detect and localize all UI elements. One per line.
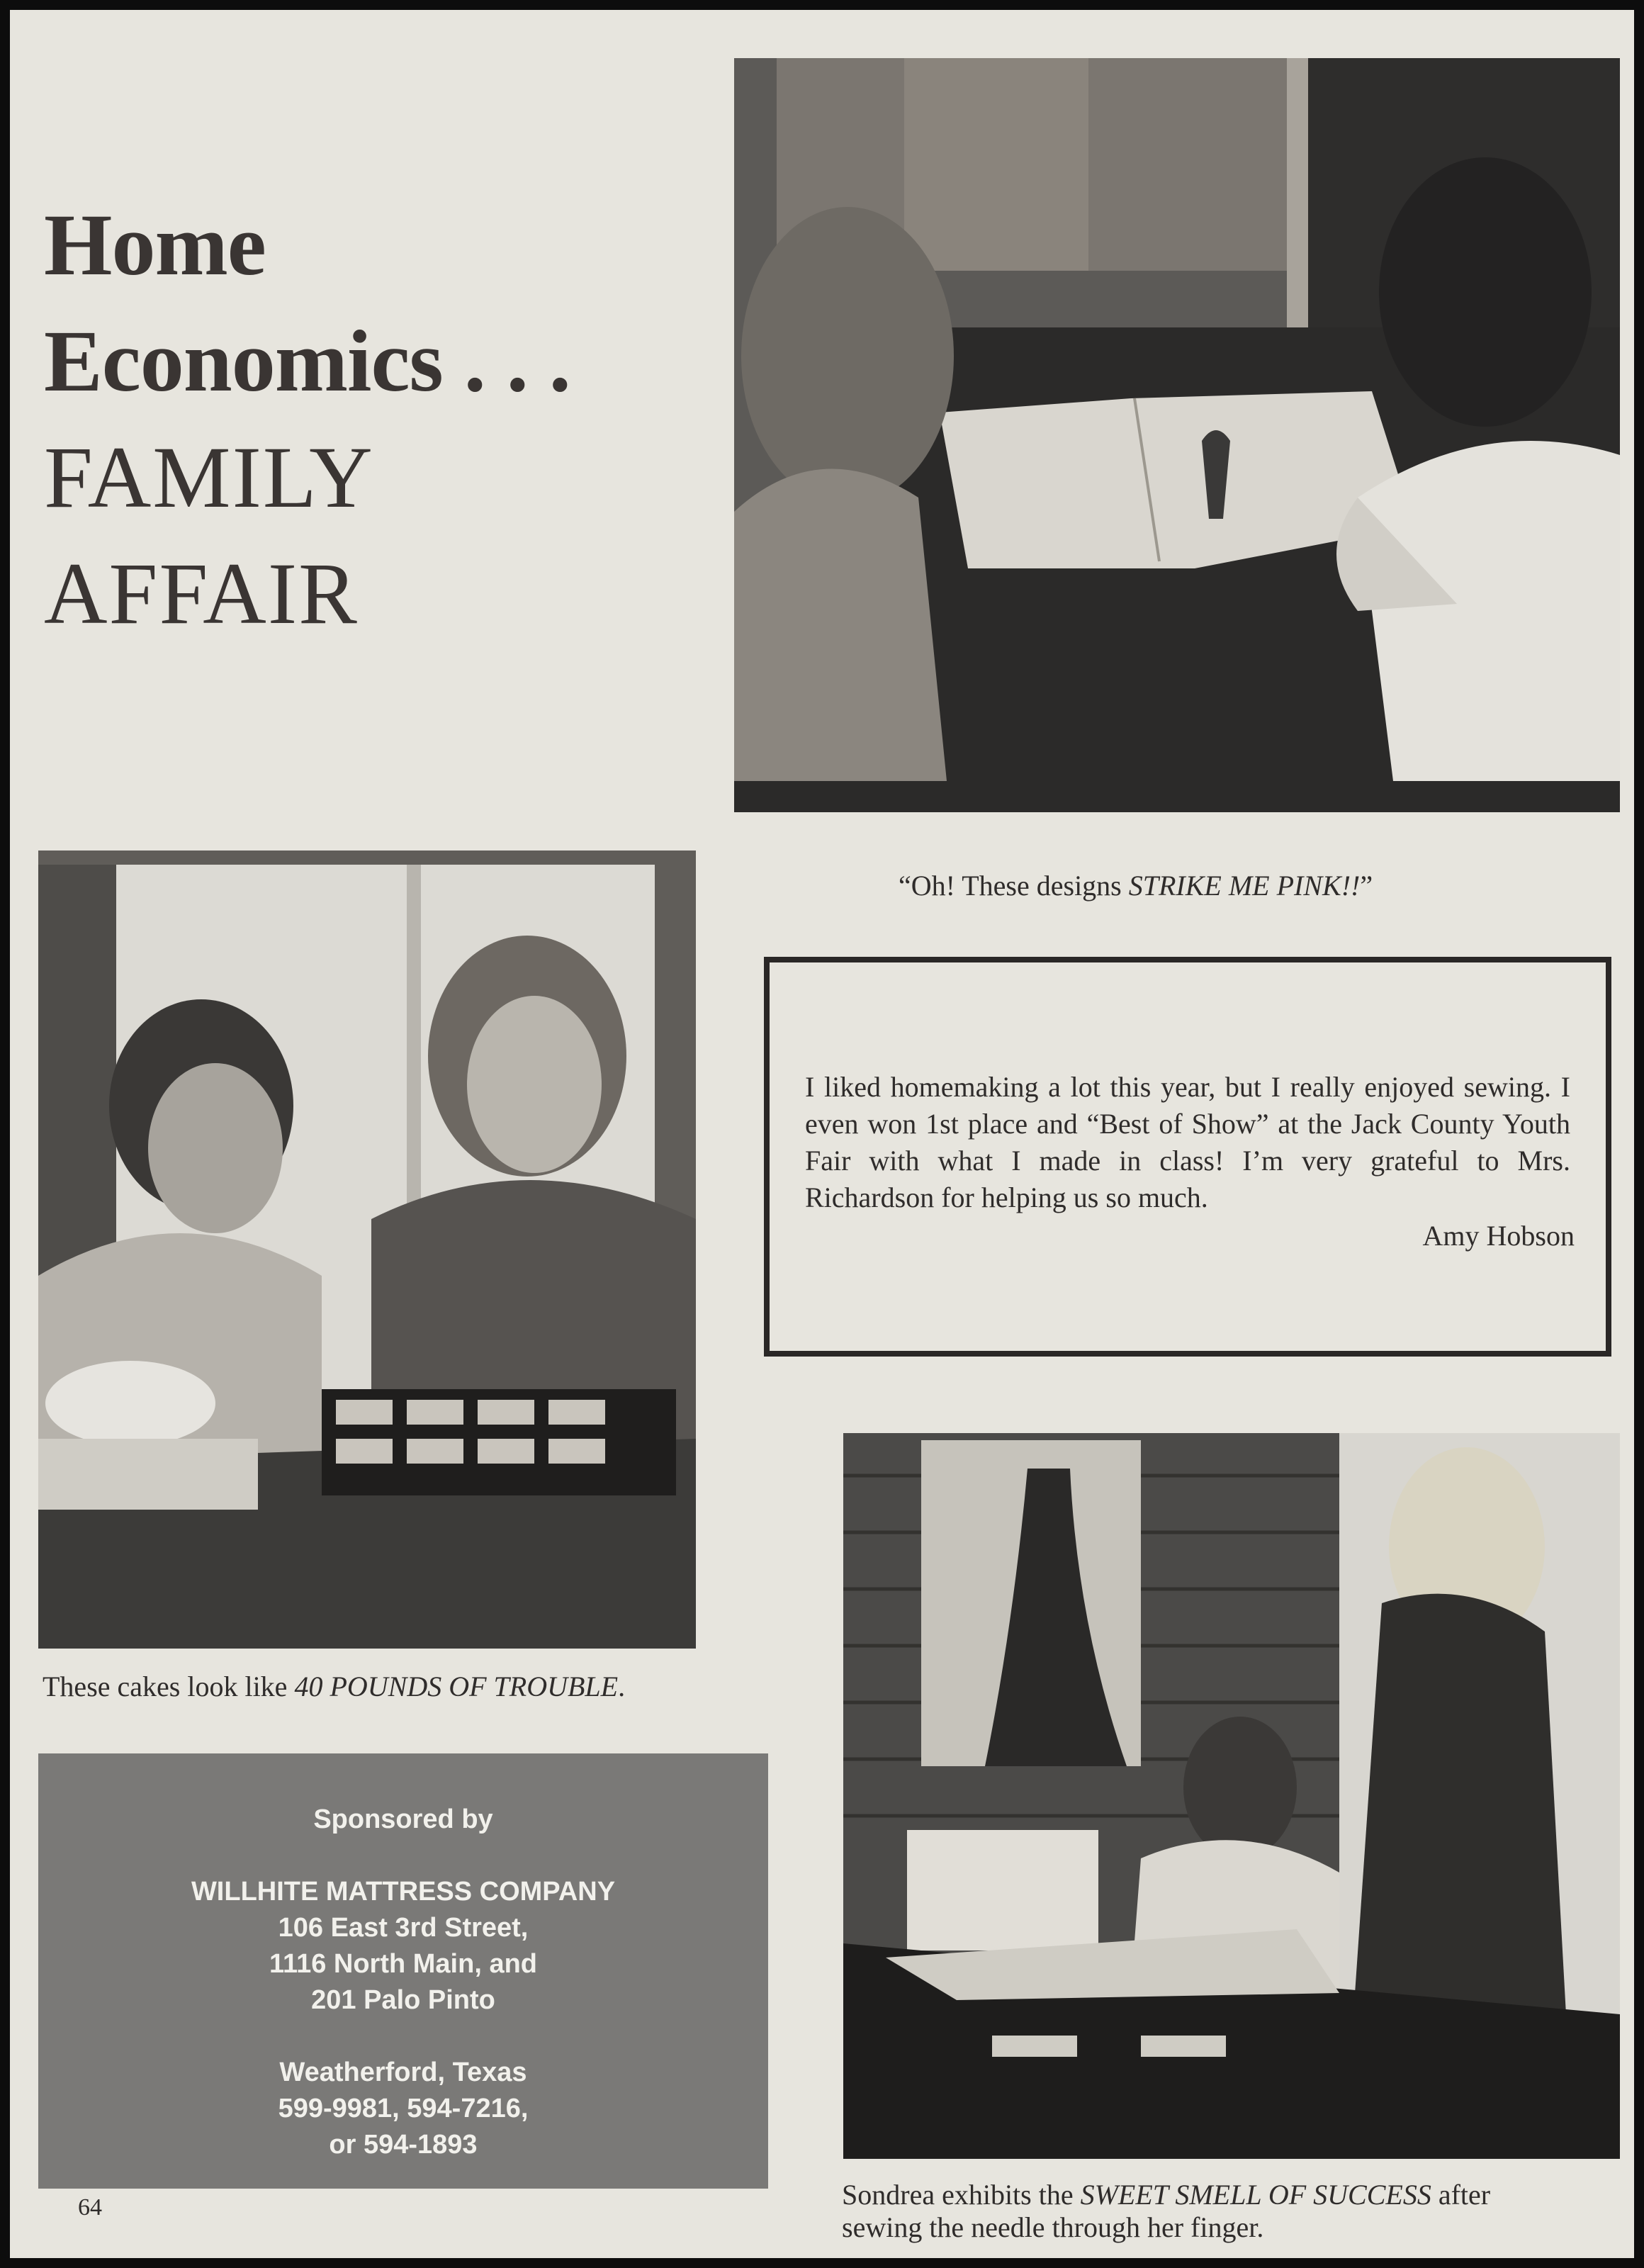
sponsor-city: Weatherford, Texas [279, 2058, 527, 2087]
yearbook-page [10, 10, 1634, 2258]
caption-design-book: “Oh! These designs STRIKE ME PINK!!” [899, 870, 1373, 902]
caption-emphasis: 40 POUNDS OF TROUBLE [294, 1671, 619, 1702]
sponsor-phones-1: 599-9981, 594-7216, [278, 2094, 529, 2123]
caption-sewing [842, 2179, 1634, 2244]
caption-sewing-line1: Sondrea exhibits the SWEET SMELL OF SUCCESS after [842, 2179, 1491, 2211]
title-line-home: Home [44, 196, 266, 293]
title-line-economics: Economics . . . [44, 313, 570, 410]
title-line-family: FAMILY [44, 429, 374, 526]
photo-design-book [734, 58, 1620, 812]
title-line-affair: AFFAIR [44, 545, 359, 642]
sponsor-phones-2: or 594-1893 [329, 2130, 478, 2160]
caption-emphasis: SWEET SMELL OF SUCCESS [1080, 2179, 1431, 2211]
sponsor-company: WILLHITE MATTRESS COMPANY [191, 1877, 616, 1907]
sponsor-address-3: 201 Palo Pinto [311, 1985, 495, 2015]
sponsor-address-1: 106 East 3rd Street, [278, 1913, 529, 1943]
caption-cakes: These cakes look like 40 POUNDS OF TROUBLE. [43, 1671, 626, 1702]
sponsor-address-2: 1116 North Main, and [269, 1949, 537, 1979]
photo-sewing [843, 1433, 1620, 2159]
caption-sewing-line2: sewing the needle through her finger. [842, 2211, 1264, 2243]
photo-cakes [38, 850, 696, 1649]
caption-emphasis: STRIKE ME PINK!! [1128, 870, 1361, 902]
page-number: 64 [78, 2194, 102, 2221]
page-title [44, 187, 570, 652]
quote-box [764, 957, 1611, 1357]
sponsor-block [38, 1753, 768, 2189]
sponsor-heading: Sponsored by [313, 1804, 493, 1834]
quote-text: I liked homemaking a lot this year, but I really enjoyed sewing. I even won 1st place and “Best of Show” at the Jack County Youth Fair with what I made in class! I’m very grateful to Mrs. Richardson for helping us so much. [805, 1071, 1570, 1213]
quote-author: Amy Hobson [1422, 1220, 1575, 1252]
